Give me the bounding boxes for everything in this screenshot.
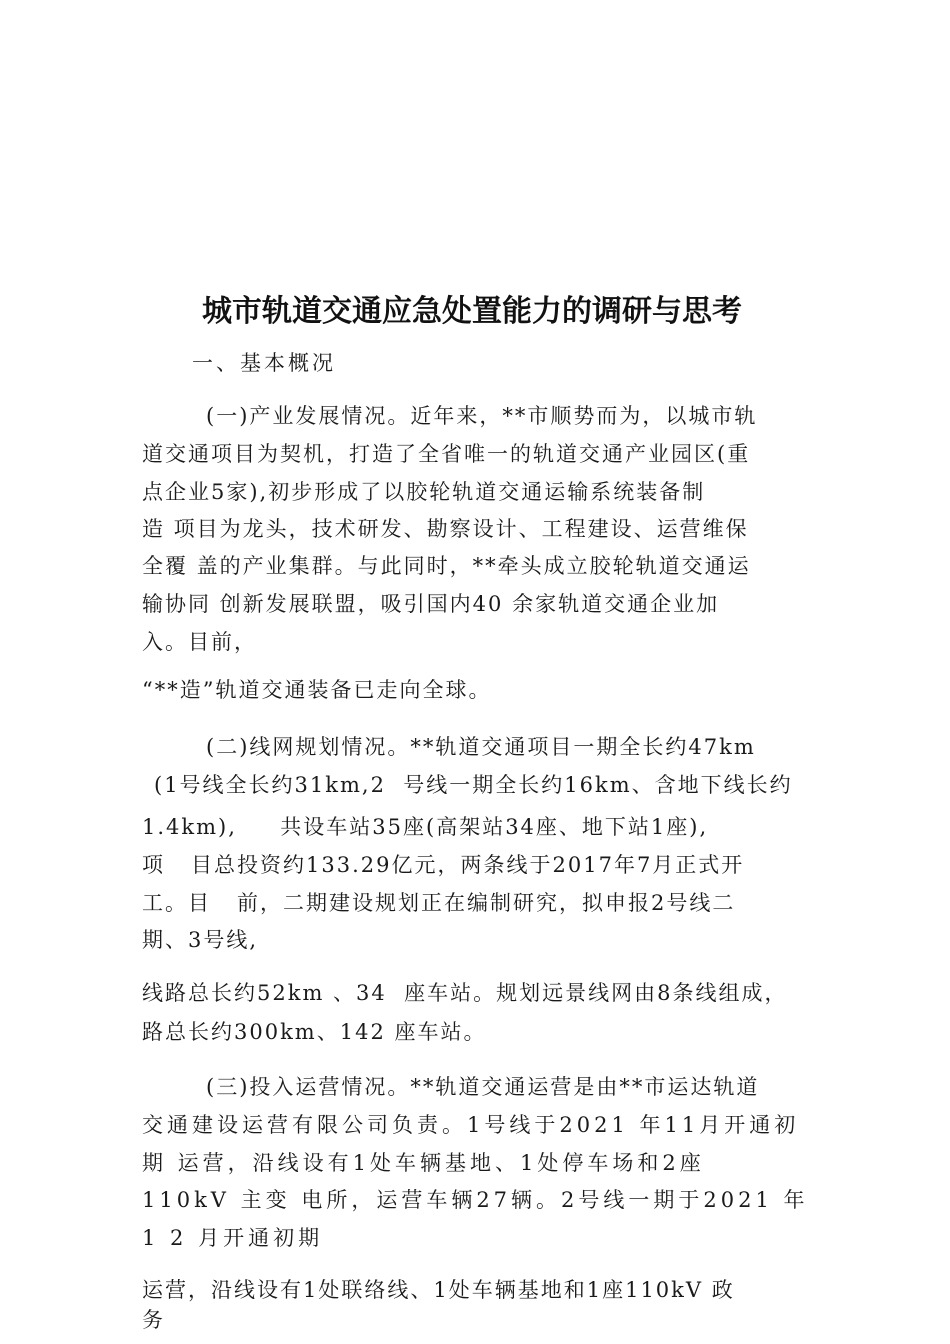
paragraph-2-line-1: (二)线网规划情况。**轨道交通项目一期全长约47km [206, 735, 756, 759]
paragraph-2-line-8: 路总长约300km、142 座车站。 [142, 1020, 487, 1044]
paragraph-2-line-5: 工。目 前，二期建设规划正在编制研究，拟申报2号线二 [142, 891, 736, 915]
paragraph-1-line-1: (一)产业发展情况。近年来，**市顺势而为，以城市轨 [206, 404, 758, 428]
paragraph-1-line-8: “**造”轨道交通装备已走向全球。 [142, 678, 492, 702]
paragraph-1-line-4: 造 项目为龙头，技术研发、勘察设计、工程建设、运营维保 [142, 517, 749, 541]
paragraph-1-line-2: 道交通项目为契机，打造了全省唯一的轨道交通产业园区(重 [142, 442, 751, 466]
paragraph-2-line-3: 1.4km), 共设车站35座(高架站34座、地下站1座), [142, 815, 709, 839]
document-title: 城市轨道交通应急处置能力的调研与思考 [202, 294, 742, 329]
paragraph-2-line-4: 项 目总投资约133.29亿元，两条线于2017年7月正式开 [142, 853, 745, 877]
paragraph-3-line-6: 运营，沿线设有1处联络线、1处车辆基地和1座110kV 政 [142, 1278, 735, 1302]
paragraph-3-line-3: 期 运营，沿线设有1处车辆基地、1处停车场和2座 [142, 1151, 705, 1175]
paragraph-1-line-7: 入。目前， [142, 630, 257, 654]
paragraph-3-line-2: 交通建设运营有限公司负责。1号线于2021 年11月开通初 [142, 1113, 800, 1137]
paragraph-1-line-6: 输协同 创新发展联盟，吸引国内40 余家轨道交通企业加 [142, 592, 720, 616]
paragraph-3-line-7: 务 [142, 1308, 165, 1332]
paragraph-2-line-2: (1号线全长约31km,2 号线一期全长约16km、含地下线长约 [154, 773, 793, 797]
paragraph-3-line-4: 110kV 主变 电所，运营车辆27辆。2号线一期于2021 年 [142, 1188, 809, 1212]
paragraph-1-line-5: 全覆 盖的产业集群。与此同时，**牵头成立胶轮轨道交通运 [142, 554, 751, 578]
paragraph-2-line-6: 期、3号线, [142, 928, 259, 952]
paragraph-3-line-5: 1 2 月开通初期 [142, 1226, 324, 1250]
paragraph-3-line-1: (三)投入运营情况。**轨道交通运营是由**市运达轨道 [206, 1075, 760, 1099]
paragraph-2-line-7: 线路总长约52km 、34 座车站。规划远景线网由8条线组成， [142, 981, 788, 1005]
section-heading: 一、基本概况 [192, 351, 336, 375]
paragraph-1-line-3: 点企业5家),初步形成了以胶轮轨道交通运输系统装备制 [142, 480, 706, 504]
